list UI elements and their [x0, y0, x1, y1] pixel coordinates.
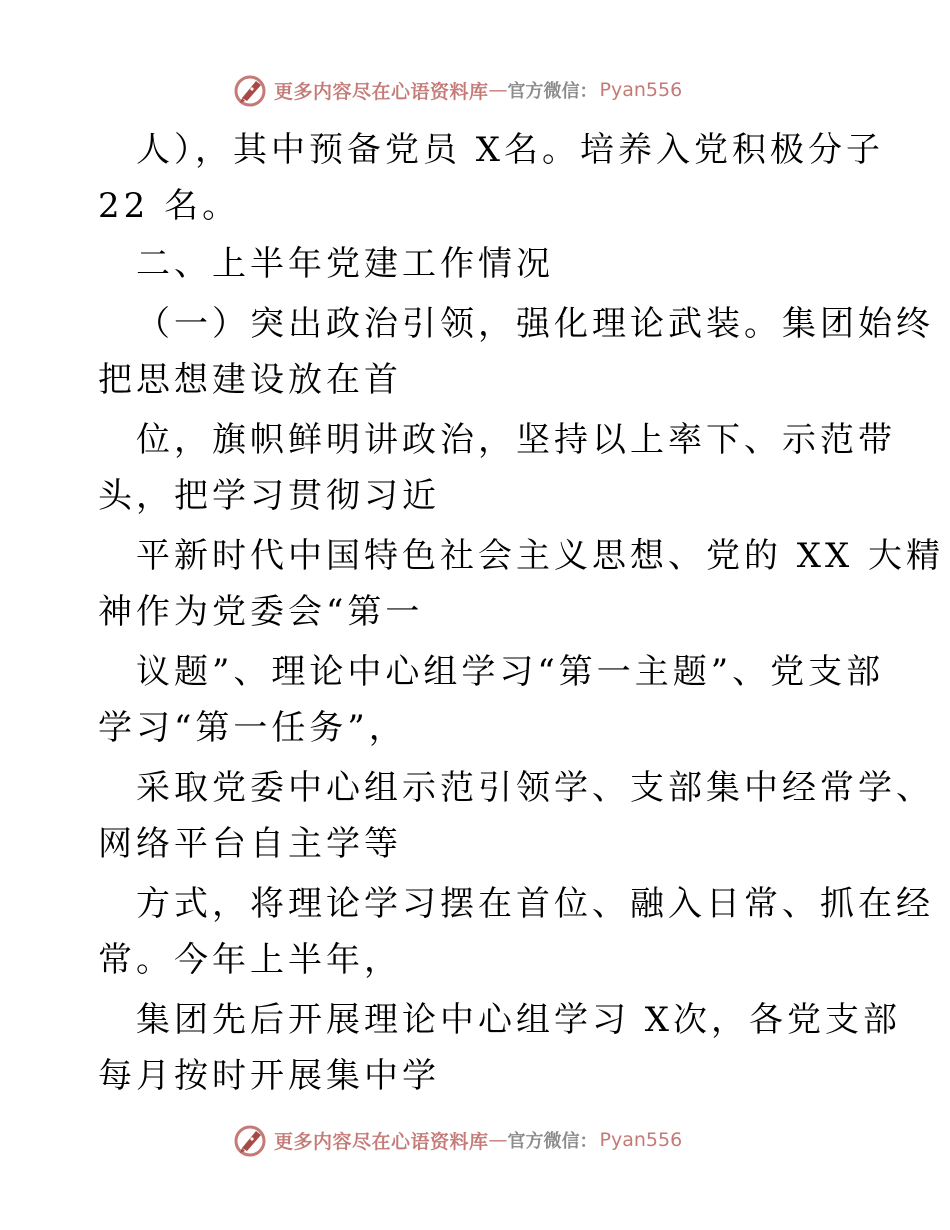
banner-dash: — — [488, 79, 508, 101]
text-line-11: 学习“第一任务”， — [98, 708, 407, 748]
text-line-17: 每月按时开展集中学 — [98, 1056, 440, 1096]
banner-main-text: 更多内容尽在心语资料库 — [274, 80, 489, 103]
banner-wechat-id: Pyan556 — [599, 1129, 683, 1151]
text-line-14: 方式，将理论学习摆在首位、融入日常、抓在经 — [136, 884, 934, 924]
banner-sub-text: 官方微信： — [507, 81, 598, 102]
banner-main-text: 更多内容尽在心语资料库 — [274, 1130, 489, 1153]
banner-sub-text: 官方微信： — [507, 1131, 598, 1152]
text-line-7: 头，把学习贯彻习近 — [98, 476, 440, 516]
text-line-16: 集团先后开展理论中心组学习 X次，各党支部 — [136, 1000, 902, 1040]
text-line-9: 神作为党委会“第一 — [98, 592, 424, 632]
text-line-13: 网络平台自主学等 — [98, 824, 402, 864]
text-line-15: 常。今年上半年， — [98, 940, 402, 980]
text-line-12: 采取党委中心组示范引领学、支部集中经常学、 — [136, 768, 934, 808]
text-line-6: 位，旗帜鲜明讲政治，坚持以上率下、示范带 — [136, 420, 896, 460]
footer-watermark-banner — [232, 1120, 712, 1160]
header-watermark-banner — [232, 70, 712, 110]
text-line-10: 议题”、理论中心组学习“第一主题”、党支部 — [136, 652, 885, 692]
text-line-4: （一）突出政治引领，强化理论武装。集团始终 — [136, 304, 934, 344]
text-line-8: 平新时代中国特色社会主义思想、党的 XX 大精 — [136, 536, 945, 576]
pen-nib-logo-icon — [232, 1122, 268, 1158]
pen-nib-logo-icon — [232, 72, 268, 108]
section-heading: 二、上半年党建工作情况 — [136, 244, 554, 284]
banner-dash: — — [488, 1129, 508, 1151]
text-line-5: 把思想建设放在首 — [98, 360, 402, 400]
banner-wechat-id: Pyan556 — [599, 79, 683, 101]
text-line-2: 22 名。 — [98, 186, 241, 226]
text-line-1: 人），其中预备党员 X名。培养入党积极分子 — [136, 130, 885, 170]
